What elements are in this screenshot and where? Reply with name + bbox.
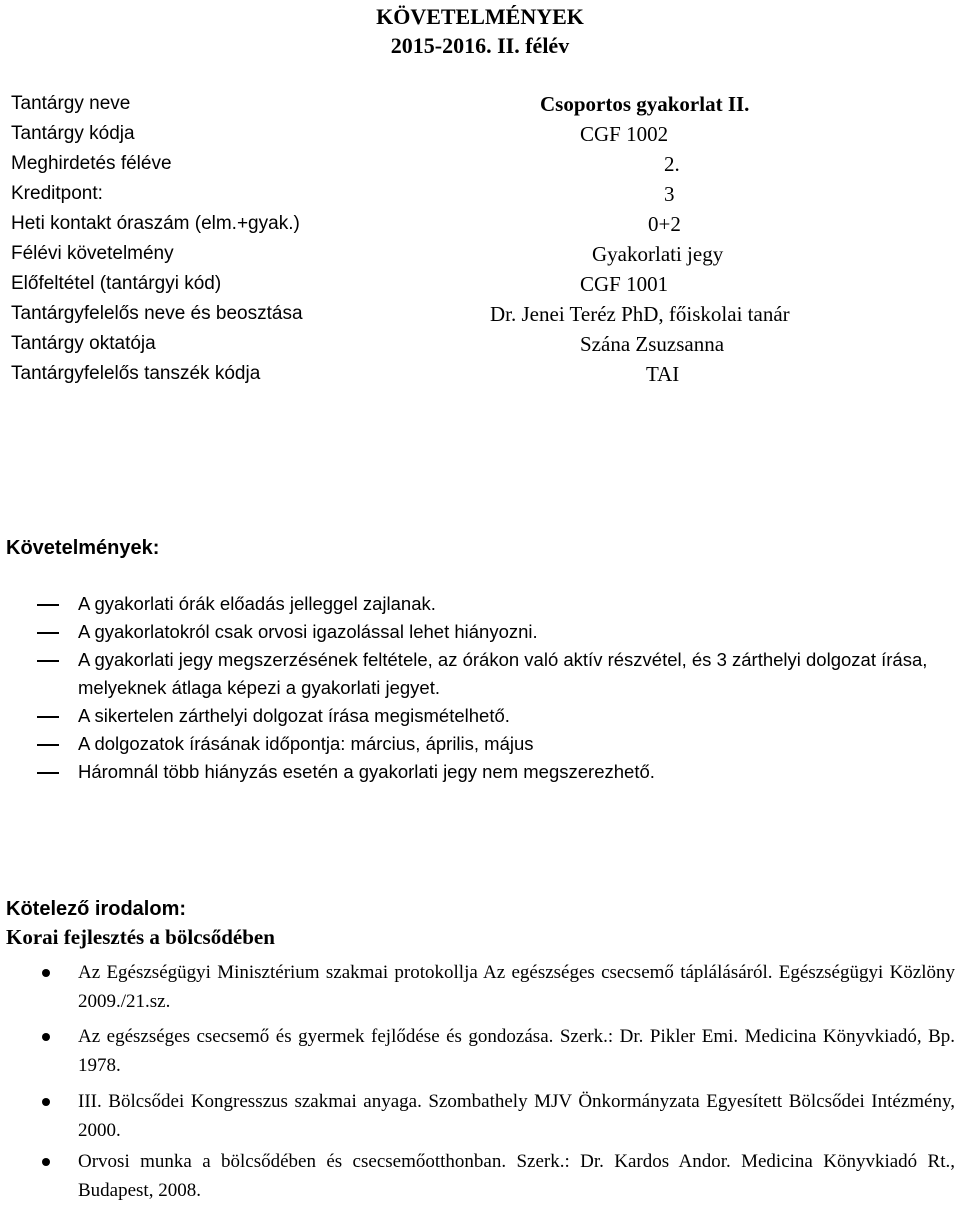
info-label: Tantárgy kódja — [11, 123, 135, 144]
info-label: Tantárgyfelelős neve és beosztása — [11, 303, 303, 324]
dash-bullet — [37, 604, 59, 606]
info-label: Előfeltétel (tantárgyi kód) — [11, 273, 222, 294]
info-value: CGF 1002 — [580, 122, 669, 146]
info-row-instructor — [0, 330, 960, 360]
dash-bullet — [37, 772, 59, 774]
info-row-course-name — [0, 90, 960, 120]
info-row-department — [0, 360, 960, 390]
dash-bullet — [37, 716, 59, 718]
literature-item — [78, 1087, 955, 1145]
document-subtitle: 2015-2016. II. félév — [390, 33, 570, 58]
info-value: Csoportos gyakorlat II. — [540, 92, 750, 116]
literature-subheading: Korai fejlesztés a bölcsődében — [6, 925, 275, 949]
info-row-responsible — [0, 300, 960, 330]
info-row-credits — [0, 180, 960, 210]
info-value: TAI — [646, 362, 680, 386]
info-row-course-code — [0, 120, 960, 150]
info-label: Tantárgy oktatója — [11, 333, 156, 354]
requirements-list — [0, 590, 960, 786]
literature-heading: Kötelező irodalom: — [6, 898, 187, 920]
bullet-dot — [42, 1158, 50, 1166]
info-row-contact-hours — [0, 210, 960, 240]
info-row-prerequisite — [0, 270, 960, 300]
info-value: 3 — [664, 182, 675, 206]
list-item — [0, 590, 960, 618]
literature-item — [78, 1022, 955, 1080]
bullet-dot — [42, 969, 50, 977]
info-value: Dr. Jenei Teréz PhD, főiskolai tanár — [490, 302, 790, 326]
list-item-text: Háromnál több hiányzás esetén a gyakorlati jegy nem megszerezhető. — [78, 761, 655, 782]
literature-item-text: Az Egészségügyi Minisztérium szakmai protokollja Az egészséges csecsemő táplálásáról. Egészségügyi Közlöny 2009./21.sz. — [78, 962, 955, 1012]
dash-bullet — [37, 744, 59, 746]
literature-item — [78, 958, 955, 1016]
list-item — [0, 618, 960, 646]
info-value: Szána Zsuzsanna — [580, 332, 725, 356]
list-item — [0, 730, 960, 758]
literature-item — [78, 1147, 955, 1205]
literature-item-text: Orvosi munka a bölcsődében és csecsemőotthonban. Szerk.: Dr. Kardos Andor. Medicina Könyvkiadó Rt., Budapest, 2008. — [78, 1151, 955, 1201]
info-label: Meghirdetés féléve — [11, 153, 172, 174]
dash-bullet — [37, 660, 59, 662]
literature-item-text: III. Bölcsődei Kongresszus szakmai anyaga. Szombathely MJV Önkormányzata Egyesített Bölcsődei Intézmény, 2000. — [78, 1091, 955, 1141]
info-label: Tantárgyfelelős tanszék kódja — [11, 363, 261, 384]
info-label: Félévi követelmény — [11, 243, 174, 264]
list-item-text: A dolgozatok írásának időpontja: március, április, május — [78, 733, 534, 754]
info-row-semester — [0, 150, 960, 180]
info-value: 0+2 — [648, 212, 681, 236]
info-value: 2. — [664, 152, 680, 176]
list-item — [0, 758, 960, 786]
dash-bullet — [37, 632, 59, 634]
document-title: KÖVETELMÉNYEK — [376, 4, 584, 29]
list-item-text: A sikertelen zárthelyi dolgozat írása megismételhető. — [78, 705, 510, 726]
list-item-text: A gyakorlati jegy megszerzésének feltétele, az órákon való aktív részvétel, és 3 zárthelyi dolgozat írása, melyeknek átlaga képezi a gyakorlati jegyet. — [78, 649, 928, 698]
info-label: Tantárgy neve — [11, 93, 131, 114]
list-item — [0, 702, 960, 730]
requirements-heading: Követelmények: — [6, 537, 160, 559]
list-item-text: A gyakorlatokról csak orvosi igazolással lehet hiányozni. — [78, 621, 538, 642]
list-item-text: A gyakorlati órák előadás jelleggel zajlanak. — [78, 593, 436, 614]
course-info-table — [0, 90, 960, 390]
info-label: Heti kontakt óraszám (elm.+gyak.) — [11, 213, 300, 234]
info-value: Gyakorlati jegy — [592, 242, 724, 266]
info-label: Kreditpont: — [11, 183, 103, 204]
bullet-dot — [42, 1098, 50, 1106]
info-row-requirement-type — [0, 240, 960, 270]
literature-item-text: Az egészséges csecsemő és gyermek fejlődése és gondozása. Szerk.: Dr. Pikler Emi. Medicina Könyvkiadó, Bp. 1978. — [78, 1026, 955, 1076]
info-value: CGF 1001 — [580, 272, 669, 296]
list-item — [0, 646, 960, 702]
bullet-dot — [42, 1033, 50, 1041]
